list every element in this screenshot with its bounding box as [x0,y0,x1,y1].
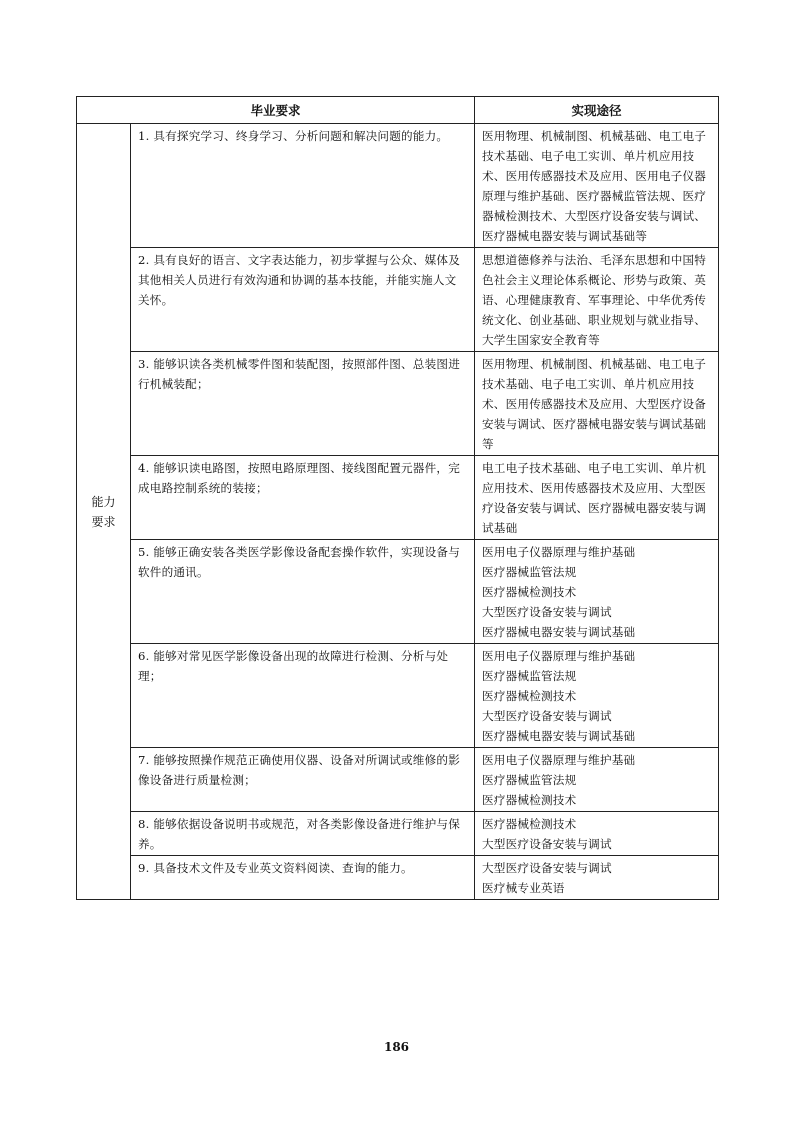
category-line: 要求 [91,514,116,529]
table-body [77,124,719,900]
path-line: 大型医疗设备安装与调试 [482,861,612,875]
table-row [77,748,719,812]
requirement-cell: 4. 能够识读电路图，按照电路原理图、接线图配置元器件，完成电路控制系统的装接； [131,456,475,540]
requirement-cell: 9. 具备技术文件及专业英文资料阅读、查询的能力。 [131,856,475,900]
path-line: 医疗器械监管法规 [482,669,577,683]
path-cell [475,456,719,540]
path-cell [475,812,719,856]
path-line: 思想道德修养与法治、毛泽东思想和中国特色社会主义理论体系概论、形势与政策、英语、心理健康教育、军事理论、中华优秀传统文化、创业基础、职业规划与就业指导、大学生国家安全教育等 [482,253,707,347]
path-cell [475,748,719,812]
requirement-cell: 2. 具有良好的语言、文字表达能力，初步掌握与公众、媒体及其他相关人员进行有效沟通和协调的基本技能，并能实施人文关怀。 [131,248,475,352]
requirement-cell: 1. 具有探究学习、终身学习、分析问题和解决问题的能力。 [131,124,475,248]
path-line: 电工电子技术基础、电子电工实训、单片机应用技术、医用传感器技术及应用、大型医疗设备安装与调试、医疗器械电器安装与调试基础 [482,461,707,535]
table-row [77,644,719,748]
path-cell [475,856,719,900]
path-line: 医疗器械电器安装与调试基础 [482,625,636,639]
path-line: 医疗器械监管法规 [482,565,577,579]
table-row [77,540,719,644]
path-line: 医用物理、机械制图、机械基础、电工电子技术基础、电子电工实训、单片机应用技术、医用传感器技术及应用、医用电子仪器原理与维护基础、医疗器械监管法规、医疗器械检测技术、大型医疗设备安装与调试、医疗器械电器安装与调试基础等 [482,129,707,243]
header-requirement: 毕业要求 [77,97,475,124]
path-cell [475,124,719,248]
path-line: 医疗器械电器安装与调试基础 [482,729,636,743]
table-row [77,248,719,352]
path-line: 医疗器械检测技术 [482,689,577,703]
category-cell [77,124,131,900]
requirement-cell: 3. 能够识读各类机械零件图和装配图，按照部件图、总装图进行机械装配； [131,352,475,456]
path-cell [475,644,719,748]
category-line: 能力 [91,494,116,509]
graduation-requirements-table [76,96,719,900]
path-cell [475,352,719,456]
table-row [77,456,719,540]
table-row [77,124,719,248]
table-row [77,352,719,456]
table-row [77,812,719,856]
path-line: 医疗器械检测技术 [482,817,577,831]
path-cell [475,248,719,352]
path-line: 医疗器械检测技术 [482,793,577,807]
path-line: 医用电子仪器原理与维护基础 [482,753,636,767]
requirement-cell: 6. 能够对常见医学影像设备出现的故障进行检测、分析与处理； [131,644,475,748]
path-line: 医疗械专业英语 [482,881,565,895]
path-line: 医用电子仪器原理与维护基础 [482,649,636,663]
path-line: 大型医疗设备安装与调试 [482,837,612,851]
path-line: 大型医疗设备安装与调试 [482,709,612,723]
table-row [77,856,719,900]
page-number: 186 [383,1040,410,1054]
table-header-row [77,97,719,124]
path-line: 医疗器械监管法规 [482,773,577,787]
path-line: 医用物理、机械制图、机械基础、电工电子技术基础、电子电工实训、单片机应用技术、医用传感器技术及应用、大型医疗设备安装与调试、医疗器械电器安装与调试基础等 [482,357,707,451]
path-cell [475,540,719,644]
path-line: 大型医疗设备安装与调试 [482,605,612,619]
requirement-cell: 5. 能够正确安装各类医学影像设备配套操作软件，实现设备与软件的通讯。 [131,540,475,644]
header-path: 实现途径 [475,97,719,124]
requirement-cell: 7. 能够按照操作规范正确使用仪器、设备对所调试或维修的影像设备进行质量检测； [131,748,475,812]
path-line: 医疗器械检测技术 [482,585,577,599]
requirement-cell: 8. 能够依据设备说明书或规范，对各类影像设备进行维护与保养。 [131,812,475,856]
path-line: 医用电子仪器原理与维护基础 [482,545,636,559]
